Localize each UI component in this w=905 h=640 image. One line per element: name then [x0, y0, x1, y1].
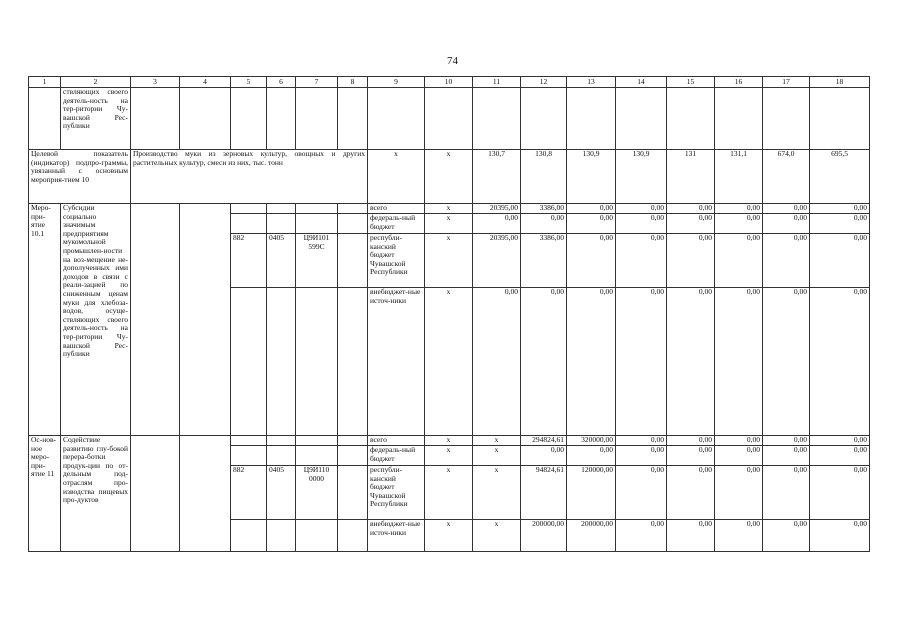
value-cell: 20395,00	[473, 234, 521, 288]
value-cell: 320000,00	[567, 436, 616, 446]
col10-cell: x	[425, 520, 473, 552]
source-label: федераль-ный бюджет	[368, 214, 425, 234]
value-cell: 0,00	[616, 214, 667, 234]
col10-cell: x	[425, 214, 473, 234]
table-cell	[296, 214, 338, 234]
table-cell	[338, 88, 368, 150]
value-cell: 0,00	[616, 446, 667, 466]
value-cell: 200000,00	[521, 520, 567, 552]
value-cell: 120000,00	[567, 466, 616, 520]
table-cell	[810, 88, 870, 150]
table-cell	[296, 288, 338, 436]
value-cell: x	[473, 446, 521, 466]
value-cell: 0,00	[667, 436, 715, 446]
table-cell	[267, 520, 296, 552]
table-cell	[180, 204, 231, 436]
value-cell: 0,00	[667, 204, 715, 214]
table-cell	[296, 520, 338, 552]
value-cell: 0,00	[567, 234, 616, 288]
value-cell: 0,00	[616, 234, 667, 288]
value-cell: 0,00	[521, 288, 567, 436]
value-cell: 0,00	[763, 466, 810, 520]
table-cell	[338, 288, 368, 436]
value-cell: 0,00	[667, 234, 715, 288]
code-cell: 0405	[267, 234, 296, 288]
value-cell: 0,00	[715, 446, 763, 466]
value-cell: 0,00	[667, 288, 715, 436]
value-cell: 0,00	[810, 288, 870, 436]
indicator-value: 131,1	[715, 150, 763, 204]
indicator-description: Производство муки из зерновых культур, овощных и других растительных культур, смеси из них, тыс. тонн	[131, 150, 368, 204]
indicator-value: 695,5	[810, 150, 870, 204]
indicator-col9: x	[368, 150, 425, 204]
header-cell: 13	[567, 77, 616, 88]
value-cell: 0,00	[521, 446, 567, 466]
measure10-name: Субсидии социально значимым предприятиям мукомольной промышлен-ности на воз-мещение не-дополученных ими доходов в связи с реали-зацией по сниженным ценам муки для хлебоза-водов, осуще-ствляющих своего деятель-ность на тер-ритории Чу-вашской Рес-публики	[61, 204, 131, 436]
header-cell: 2	[61, 77, 131, 88]
value-cell: 0,00	[616, 436, 667, 446]
indicator-value: 131	[667, 150, 715, 204]
value-cell: 0,00	[667, 446, 715, 466]
table-cell	[267, 214, 296, 234]
value-cell: 0,00	[667, 214, 715, 234]
indicator-value: 130,9	[567, 150, 616, 204]
indicator-value: 674,0	[763, 150, 810, 204]
measure10-row-total	[29, 204, 870, 214]
table-cell	[231, 214, 267, 234]
budget-table	[28, 76, 870, 552]
table-cell	[338, 204, 368, 214]
main11-type: Ос-нов-ное меро-при-ятие 11	[29, 436, 61, 552]
table-cell	[338, 234, 368, 288]
value-cell: 0,00	[616, 288, 667, 436]
table-cell	[296, 436, 338, 446]
table-cell	[180, 88, 231, 150]
header-cell: 8	[338, 77, 368, 88]
table-cell	[267, 446, 296, 466]
measure10-type: Меро-при-ятие 10.1	[29, 204, 61, 436]
value-cell: 0,00	[810, 204, 870, 214]
value-cell: x	[473, 520, 521, 552]
table-cell	[267, 288, 296, 436]
value-cell: 0,00	[616, 204, 667, 214]
value-cell: 0,00	[667, 466, 715, 520]
col10-cell: x	[425, 436, 473, 446]
header-cell: 9	[368, 77, 425, 88]
header-row	[29, 77, 870, 88]
value-cell: 0,00	[667, 520, 715, 552]
value-cell: 0,00	[473, 214, 521, 234]
indicator-value: 130,9	[616, 150, 667, 204]
value-cell: 200000,00	[567, 520, 616, 552]
main11-row-total	[29, 436, 870, 446]
source-label: внебюджет-ные источ-ники	[368, 288, 425, 436]
indicator-value: 130,7	[473, 150, 521, 204]
value-cell: 0,00	[763, 520, 810, 552]
indicator-label: Целевой показатель (индикатор) подпро-граммы, увязанный с основным мероприя-тием 10	[29, 150, 131, 204]
table-cell	[338, 436, 368, 446]
table-cell	[521, 88, 567, 150]
col10-cell: x	[425, 446, 473, 466]
header-cell: 5	[231, 77, 267, 88]
col10-cell: x	[425, 234, 473, 288]
table-cell	[338, 446, 368, 466]
table-cell	[296, 204, 338, 214]
value-cell: x	[473, 436, 521, 446]
value-cell: x	[473, 466, 521, 520]
table-cell	[616, 88, 667, 150]
value-cell: 0,00	[567, 204, 616, 214]
table-cell	[267, 436, 296, 446]
header-cell: 17	[763, 77, 810, 88]
table-cell	[231, 446, 267, 466]
table-cell	[131, 88, 180, 150]
header-cell: 16	[715, 77, 763, 88]
value-cell: 0,00	[763, 436, 810, 446]
source-label: республи-канский бюджет Чувашской Республики	[368, 234, 425, 288]
page-number: 74	[447, 55, 458, 67]
header-cell: 15	[667, 77, 715, 88]
code-cell: Ц9И110 0000	[296, 466, 338, 520]
table-cell	[180, 436, 231, 552]
value-cell: 0,00	[715, 466, 763, 520]
header-cell: 1	[29, 77, 61, 88]
table-cell	[131, 436, 180, 552]
value-cell: 0,00	[616, 466, 667, 520]
source-label: внебюджет-ные источ-ники	[368, 520, 425, 552]
header-cell: 10	[425, 77, 473, 88]
value-cell: 0,00	[810, 446, 870, 466]
value-cell: 3386,00	[521, 234, 567, 288]
indicator-row	[29, 150, 870, 204]
value-cell: 0,00	[715, 436, 763, 446]
value-cell: 0,00	[715, 234, 763, 288]
table-cell	[338, 466, 368, 520]
header-cell: 18	[810, 77, 870, 88]
header-cell: 6	[267, 77, 296, 88]
value-cell: 0,00	[521, 214, 567, 234]
value-cell: 0,00	[616, 520, 667, 552]
value-cell: 0,00	[810, 234, 870, 288]
indicator-col10: x	[425, 150, 473, 204]
value-cell: 0,00	[810, 466, 870, 520]
value-cell: 0,00	[473, 288, 521, 436]
source-label: всего	[368, 204, 425, 214]
source-label: всего	[368, 436, 425, 446]
source-label: федераль-ный бюджет	[368, 446, 425, 466]
header-cell: 14	[616, 77, 667, 88]
table-cell	[715, 88, 763, 150]
table-cell	[368, 88, 425, 150]
main11-name: Содействие развитию глу-бокой перера-ботки продук-ции по от-дельным под-отраслям про-изводства пищевых про-дуктов	[61, 436, 131, 552]
value-cell: 0,00	[567, 288, 616, 436]
value-cell: 294824,61	[521, 436, 567, 446]
table-cell	[296, 88, 338, 150]
table-cell	[667, 88, 715, 150]
table-cell	[296, 446, 338, 466]
table-cell	[231, 520, 267, 552]
value-cell: 0,00	[567, 214, 616, 234]
table-cell	[338, 520, 368, 552]
col10-cell: x	[425, 204, 473, 214]
table-cell	[231, 88, 267, 150]
table-cell	[338, 214, 368, 234]
value-cell: 0,00	[763, 204, 810, 214]
value-cell: 0,00	[715, 204, 763, 214]
value-cell: 0,00	[763, 446, 810, 466]
table-cell	[425, 88, 473, 150]
value-cell: 0,00	[810, 214, 870, 234]
value-cell: 0,00	[763, 214, 810, 234]
code-cell: 0405	[267, 466, 296, 520]
col10-cell: x	[425, 466, 473, 520]
table-cell	[131, 204, 180, 436]
value-cell: 0,00	[567, 446, 616, 466]
value-cell: 0,00	[715, 288, 763, 436]
code-cell: Ц9И101 599С	[296, 234, 338, 288]
table-cell	[567, 88, 616, 150]
value-cell: 0,00	[810, 436, 870, 446]
value-cell: 0,00	[763, 234, 810, 288]
table-cell	[473, 88, 521, 150]
table-cell	[267, 88, 296, 150]
table-cell	[231, 204, 267, 214]
value-cell: 0,00	[715, 214, 763, 234]
code-cell: 882	[231, 234, 267, 288]
indicator-value: 130,8	[521, 150, 567, 204]
code-cell: 882	[231, 466, 267, 520]
value-cell: 0,00	[810, 520, 870, 552]
value-cell: 3386,00	[521, 204, 567, 214]
header-cell: 3	[131, 77, 180, 88]
table-cell	[267, 204, 296, 214]
source-label: республи-канский бюджет Чувашской Республики	[368, 466, 425, 520]
measure-name-continued: ствляющих своего деятель-ность на тер-ритории Чу-вашской Рес-публики	[61, 88, 131, 150]
header-cell: 12	[521, 77, 567, 88]
table-cell	[231, 436, 267, 446]
value-cell: 0,00	[715, 520, 763, 552]
header-cell: 7	[296, 77, 338, 88]
header-cell: 4	[180, 77, 231, 88]
header-cell: 11	[473, 77, 521, 88]
value-cell: 0,00	[763, 288, 810, 436]
table-cell	[763, 88, 810, 150]
table-cell	[231, 288, 267, 436]
col10-cell: x	[425, 288, 473, 436]
value-cell: 20395,00	[473, 204, 521, 214]
table-cell	[29, 88, 61, 150]
value-cell: 94824,61	[521, 466, 567, 520]
continuation-row	[29, 88, 870, 150]
